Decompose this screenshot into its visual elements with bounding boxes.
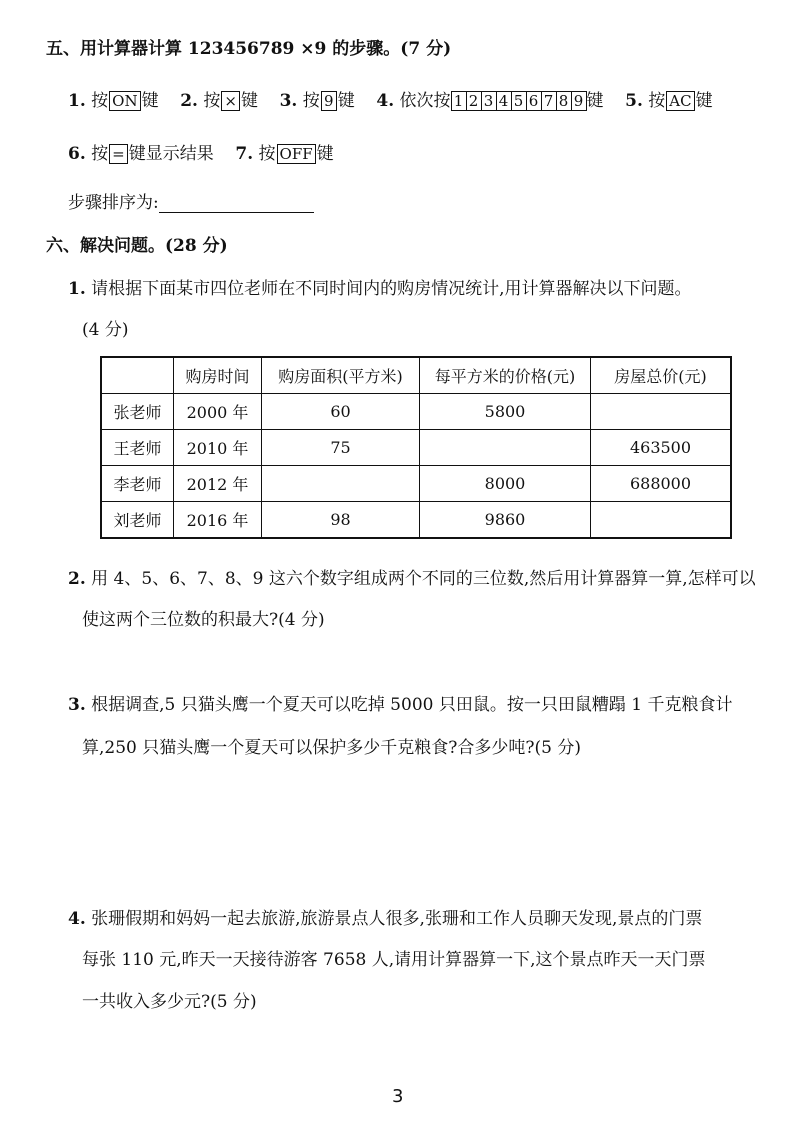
housing-table	[100, 356, 732, 539]
question-4-line-2: 每张 110 元,昨天一天接待游客 7658 人,请用计算器算一下,这个景点昨天一天门票	[82, 950, 706, 970]
ac-key: AC	[666, 91, 694, 111]
step-3-number: 3.	[279, 91, 298, 111]
table-row	[101, 394, 731, 430]
question-2-number: 2.	[68, 569, 86, 589]
step-1-number: 1.	[68, 91, 86, 111]
step-6-pre: 按	[91, 144, 109, 164]
digit-key: 1	[451, 91, 466, 111]
order-answer-blank[interactable]	[159, 198, 314, 213]
table-cell-blank[interactable]	[262, 466, 420, 502]
step-5-pre: 按	[648, 91, 666, 111]
nine-key: 9	[321, 91, 337, 111]
question-1-line-1	[68, 274, 692, 299]
question-4-number: 4.	[68, 909, 86, 929]
digit-key: 4	[496, 91, 511, 111]
table-cell: 刘老师	[101, 502, 174, 539]
question-3-number: 3.	[68, 695, 86, 715]
question-2-text: 用 4、5、6、7、8、9 这六个数字组成两个不同的三位数,然后用计算器算一算,怎样可以	[91, 569, 756, 589]
table-cell: 2016 年	[174, 502, 262, 539]
question-2-line-2: 使这两个三位数的积最大?(4 分)	[82, 610, 325, 630]
table-cell: 60	[262, 394, 420, 430]
table-cell-blank[interactable]	[591, 394, 732, 430]
table-row	[101, 430, 731, 466]
step-4-post: 键	[586, 91, 604, 111]
step-6-number: 6.	[68, 144, 86, 164]
on-key: ON	[109, 91, 140, 111]
question-2-line-1	[68, 564, 756, 589]
table-cell: 2010 年	[174, 430, 262, 466]
step-7-post: 键	[316, 144, 334, 164]
table-cell: 王老师	[101, 430, 174, 466]
digit-key: 5	[511, 91, 526, 111]
step-3-post: 键	[337, 91, 355, 111]
digit-key-sequence	[451, 91, 587, 111]
step-1-pre: 按	[91, 91, 109, 111]
table-header-cell	[101, 357, 174, 394]
digit-key: 8	[556, 91, 571, 111]
order-row	[68, 188, 314, 213]
step-2-pre: 按	[203, 91, 221, 111]
question-3-line-2: 算,250 只猫头鹰一个夏天可以保护多少千克粮食?合多少吨?(5 分)	[82, 738, 581, 758]
step-3-pre: 按	[302, 91, 320, 111]
step-7-number: 7.	[235, 144, 254, 164]
step-7-pre: 按	[258, 144, 276, 164]
order-label: 步骤排序为:	[68, 193, 159, 213]
table-header-cell: 购房时间	[174, 357, 262, 394]
question-1-text: 请根据下面某市四位老师在不同时间内的购房情况统计,用计算器解决以下问题。	[91, 279, 692, 299]
section-5-title: 五、用计算器计算 123456789 ×9 的步骤。(7 分)	[46, 39, 452, 59]
question-1-points: (4 分)	[82, 320, 129, 340]
table-header-cell: 购房面积(平方米)	[262, 357, 420, 394]
digit-key: 2	[466, 91, 481, 111]
digit-key: 6	[526, 91, 541, 111]
question-3-text: 根据调查,5 只猫头鹰一个夏天可以吃掉 5000 只田鼠。按一只田鼠糟蹋 1 千克粮食计	[91, 695, 733, 715]
step-2-number: 2.	[180, 91, 198, 111]
digit-key: 3	[481, 91, 496, 111]
table-header-cell: 每平方米的价格(元)	[420, 357, 591, 394]
question-4-text: 张珊假期和妈妈一起去旅游,旅游景点人很多,张珊和工作人员聊天发现,景点的门票	[91, 909, 703, 929]
table-cell: 9860	[420, 502, 591, 539]
table-cell: 2012 年	[174, 466, 262, 502]
question-3-line-1	[68, 690, 732, 715]
table-cell: 463500	[591, 430, 732, 466]
step-2-post: 键	[240, 91, 258, 111]
digit-key: 9	[571, 91, 587, 111]
table-cell: 李老师	[101, 466, 174, 502]
table-cell: 2000 年	[174, 394, 262, 430]
step-6-post: 键显示结果	[128, 144, 214, 164]
table-row	[101, 502, 731, 539]
digit-key: 7	[541, 91, 556, 111]
table-cell: 5800	[420, 394, 591, 430]
table-header-row	[101, 357, 731, 394]
steps-row-2	[68, 139, 334, 164]
equals-key: =	[109, 144, 128, 164]
step-1-post: 键	[141, 91, 159, 111]
table-cell: 张老师	[101, 394, 174, 430]
section-6-title: 六、解决问题。(28 分)	[46, 236, 228, 256]
table-cell: 98	[262, 502, 420, 539]
steps-row-1	[68, 86, 713, 111]
table-cell-blank[interactable]	[591, 502, 732, 539]
question-4-line-3: 一共收入多少元?(5 分)	[82, 992, 257, 1012]
table-cell: 688000	[591, 466, 732, 502]
multiply-key: ×	[221, 91, 240, 111]
step-5-post: 键	[695, 91, 713, 111]
step-4-pre: 依次按	[399, 91, 451, 111]
table-cell: 75	[262, 430, 420, 466]
question-1-number: 1.	[68, 279, 86, 299]
table-row	[101, 466, 731, 502]
table-header-cell: 房屋总价(元)	[591, 357, 732, 394]
step-5-number: 5.	[625, 91, 643, 111]
step-4-number: 4.	[376, 91, 395, 111]
table-cell: 8000	[420, 466, 591, 502]
off-key: OFF	[277, 144, 316, 164]
page-number: 3	[392, 1086, 404, 1107]
question-4-line-1	[68, 904, 702, 929]
table-cell-blank[interactable]	[420, 430, 591, 466]
